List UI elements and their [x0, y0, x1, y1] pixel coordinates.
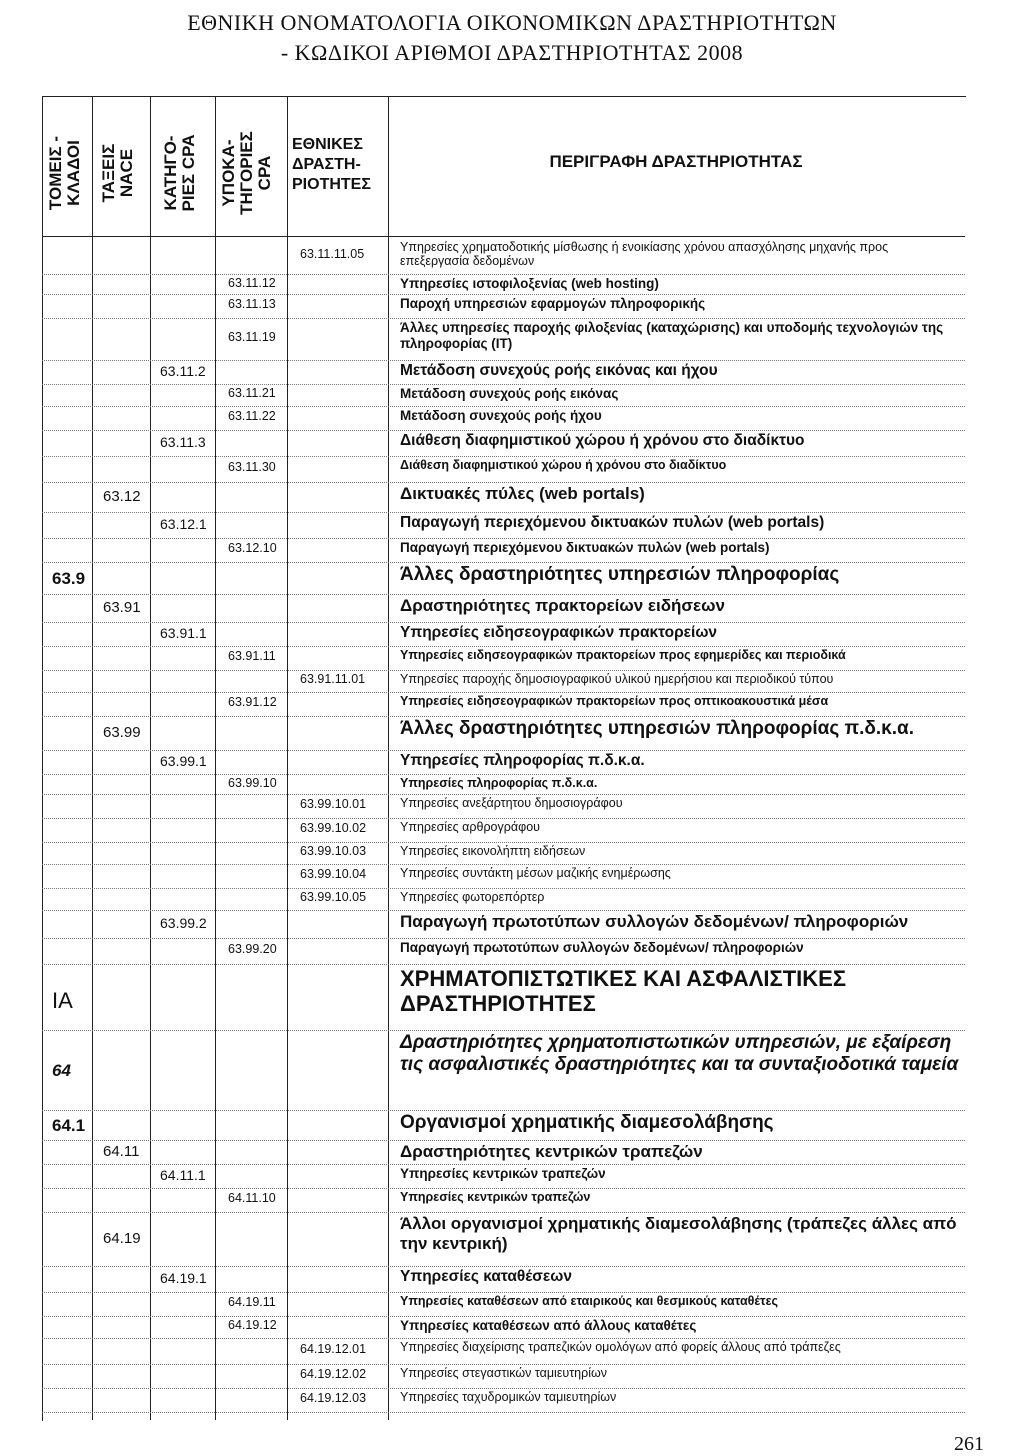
table-row	[42, 594, 965, 623]
table-row	[42, 1188, 965, 1213]
table-row	[42, 1030, 965, 1111]
activity-description: Υπηρεσίες ανεξάρτητου δημοσιογράφου	[400, 796, 623, 810]
activity-description: Υπηρεσίες συντάκτη μέσων μαζικής ενημέρωσης	[400, 866, 671, 880]
table-row	[42, 482, 965, 513]
activity-code: 63.11.19	[228, 330, 276, 344]
activity-code: 63.99.20	[228, 942, 277, 956]
activity-description: Μετάδοση συνεχούς ροής εικόνας	[400, 386, 619, 401]
activity-description: Παραγωγή περιεχόμενου δικτυακών πυλών (web portals)	[400, 540, 770, 555]
activity-description: Υπηρεσίες πληροφορίας π.δ.κ.α.	[400, 752, 645, 769]
activity-code: 63.11.30	[228, 460, 276, 474]
table-row	[42, 538, 965, 563]
activity-description: Υπηρεσίες κεντρικών τραπεζών	[400, 1190, 591, 1204]
activity-code: 63.99.10.03	[300, 844, 367, 858]
activity-description: Παραγωγή πρωτοτύπων συλλογών δεδομένων/ πληροφοριών	[400, 940, 804, 955]
header-separator	[42, 236, 965, 237]
table-row	[42, 670, 965, 693]
table-row	[42, 318, 965, 361]
table-row	[42, 716, 965, 751]
table-row	[42, 646, 965, 671]
activity-code: 64.1	[52, 1116, 86, 1135]
page-number: 261	[954, 1433, 984, 1455]
activity-description: Δραστηριότητες πρακτορείων ειδήσεων	[400, 596, 725, 615]
activity-description: Υπηρεσίες στεγαστικών ταμιευτηρίων	[400, 1366, 608, 1380]
activity-description: Μετάδοση συνεχούς ροής ήχου	[400, 408, 602, 423]
table-row	[42, 888, 965, 911]
table-row	[42, 1316, 965, 1339]
table-row	[42, 794, 965, 819]
activity-code: 64.19.12.03	[300, 1391, 367, 1405]
activity-code: 63.11.2	[160, 363, 206, 379]
activity-description: Άλλοι οργανισμοί χρηματικής διαμεσολάβησης (τράπεζες άλλες από την κεντρική)	[400, 1214, 957, 1253]
activity-code: 63.9	[52, 569, 86, 588]
table-row	[42, 692, 965, 717]
table-row	[42, 818, 965, 843]
document-title: ΕΘΝΙΚΗ ΟΝΟΜΑΤΟΛΟΓΙΑ ΟΙΚΟΝΟΜΙΚΩΝ ΔΡΑΣΤΗΡΙΟΤΗΤΩΝ	[187, 10, 837, 35]
activity-description: Υπηρεσίες καταθέσεων από εταιρικούς και θεσμικούς καταθέτες	[400, 1294, 779, 1308]
activity-description: Υπηρεσίες κεντρικών τραπεζών	[400, 1166, 606, 1181]
activity-description: Παραγωγή πρωτοτύπων συλλογών δεδομένων/ πληροφοριών	[400, 912, 909, 931]
table-row	[42, 750, 965, 775]
activity-code: 63.99.10.04	[300, 867, 367, 881]
table-row	[42, 1140, 965, 1165]
table-row	[42, 1364, 965, 1389]
table-row	[42, 1292, 965, 1317]
activity-description: Υπηρεσίες εικονολήπτη ειδήσεων	[400, 844, 586, 858]
activity-description: Υπηρεσίες ειδησεογραφικών πρακτορείων προς εφημερίδες και περιοδικά	[400, 648, 846, 662]
column-header-subcategories: ΥΠΟΚΑ- ΤΗΓΟΡΙΕΣ CPA	[219, 131, 274, 215]
activity-code: 63.91.1	[160, 625, 207, 641]
activity-description: Υπηρεσίες φωτορεπόρτερ	[400, 890, 545, 904]
activity-code: 63.12	[103, 488, 141, 505]
document-subtitle: - ΚΩΔΙΚΟΙ ΑΡΙΘΜΟΙ ΔΡΑΣΤΗΡΙΟΤΗΤΑΣ 2008	[280, 40, 744, 65]
table-row	[42, 622, 965, 647]
activity-description: Υπηρεσίες αρθρογράφου	[400, 820, 540, 834]
activity-code: 64.19.11	[228, 1295, 276, 1309]
activity-description: Υπηρεσίες διαχείρισης τραπεζικών ομολόγων από φορείς άλλους από τράπεζες	[400, 1340, 841, 1354]
table-row	[42, 294, 965, 319]
activity-code: 63.91.11.01	[300, 672, 366, 686]
activity-description: Υπηρεσίες ειδησεογραφικών πρακτορείων προς οπτικοακουστικά μέσα	[400, 694, 829, 708]
table-row	[42, 864, 965, 889]
activity-code: 63.11.22	[228, 409, 276, 423]
activity-code: 64.11.1	[160, 1167, 206, 1183]
activity-code: 63.99.10.02	[300, 821, 367, 835]
activity-description: Υπηρεσίες ταχυδρομικών ταμιευτηρίων	[400, 1390, 617, 1404]
activity-code: 63.11.12	[228, 276, 276, 290]
activity-description: Άλλες δραστηριότητες υπηρεσιών πληροφορίας π.δ.κ.α.	[400, 718, 914, 739]
column-header-categories: ΚΑΤΗΓΟ- ΡΙΕΣ CPA	[161, 134, 198, 212]
activity-description: Μετάδοση συνεχούς ροής εικόνας και ήχου	[400, 362, 718, 379]
activity-code: 63.99.1	[160, 753, 207, 769]
activity-code: 64.19.12	[228, 1318, 277, 1332]
table-row	[42, 430, 965, 457]
table-row	[42, 774, 965, 795]
activity-code: 64.19.12.01	[300, 1342, 367, 1356]
activity-code: 64.19.1	[160, 1270, 207, 1286]
activity-code: 63.91.11	[228, 649, 276, 663]
activity-description: Υπηρεσίες ειδησεογραφικών πρακτορείων	[400, 624, 718, 641]
activity-description: Υπηρεσίες καταθέσεων	[400, 1268, 572, 1285]
activity-code: 64	[52, 1061, 71, 1080]
table-row	[42, 406, 965, 431]
table-row	[42, 512, 965, 539]
activity-description: Υπηρεσίες χρηματοδοτικής μίσθωσης ή ενοικίασης χρόνου απασχόλησης μηχανής προς επεξεργασία δεδομένων	[400, 240, 889, 269]
table-row	[42, 1212, 965, 1267]
column-header-description: ΠΕΡΙΓΡΑΦΗ ΔΡΑΣΤΗΡΙΟΤΗΤΑΣ	[549, 152, 803, 171]
activity-code: 63.11.11.05	[300, 247, 365, 261]
activity-description: Διάθεση διαφημιστικού χώρου ή χρόνου στο διαδίκτυο	[400, 458, 727, 472]
table-row	[42, 562, 965, 595]
table-row	[42, 910, 965, 939]
activity-description: Υπηρεσίες πληροφορίας π.δ.κ.α.	[400, 776, 598, 790]
activity-code: 63.11.21	[228, 386, 276, 400]
table-row	[42, 1388, 965, 1413]
activity-description: Παροχή υπηρεσιών εφαρμογών πληροφορικής	[400, 296, 706, 311]
activity-code: 63.99.10.05	[300, 890, 367, 904]
activity-code: 63.99.10.01	[300, 797, 367, 811]
activity-description: Οργανισμοί χρηματικής διαμεσολάβησης	[400, 1112, 774, 1133]
activity-description: Άλλες υπηρεσίες παροχής φιλοξενίας (καταχώρισης) και υποδομής τεχνολογιών της πληροφορίας (IT)	[400, 320, 944, 351]
activity-code: 64.19.12.02	[300, 1367, 367, 1381]
table-row	[42, 1110, 965, 1141]
activity-code: 63.99.2	[160, 915, 207, 931]
table-row	[42, 456, 965, 483]
activity-code: ΙΑ	[52, 988, 73, 1013]
activity-description: Υπηρεσίες καταθέσεων από άλλους καταθέτες	[400, 1318, 697, 1333]
table-row	[42, 1266, 965, 1293]
activity-code: 63.12.10	[228, 541, 277, 555]
activity-description: Άλλες δραστηριότητες υπηρεσιών πληροφορίας	[400, 564, 840, 585]
table-row	[42, 274, 965, 295]
activity-description: Δικτυακές πύλες (web portals)	[400, 484, 645, 503]
activity-code: 63.11.13	[228, 297, 276, 311]
activity-code: 63.91	[103, 599, 141, 616]
table-row	[42, 842, 965, 865]
activity-description: Παραγωγή περιεχόμενου δικτυακών πυλών (web portals)	[400, 514, 825, 531]
activity-description: Δραστηριότητες χρηματοπιστωτικών υπηρεσιών, με εξαίρεση τις ασφαλιστικές δραστηριότητες και τα συνταξιοδοτικά ταμεία	[400, 1032, 959, 1075]
activity-description: Δραστηριότητες κεντρικών τραπεζών	[400, 1142, 703, 1161]
activity-description: ΧΡΗΜΑΤΟΠΙΣΤΩΤΙΚΕΣ ΚΑΙ ΑΣΦΑΛΙΣΤΙΚΕΣ ΔΡΑΣΤΗΡΙΟΤΗΤΕΣ	[400, 966, 847, 1017]
table-row	[42, 1338, 965, 1365]
activity-code: 64.11	[103, 1143, 140, 1160]
column-header-national: ΕΘΝΙΚΕΣ ΔΡΑΣΤΗ- ΡΙΟΤΗΤΕΣ	[292, 136, 371, 193]
column-header-sectors: ΤΟΜΕΙΣ - ΚΛΑΔΟΙ	[46, 135, 83, 211]
table-row	[42, 384, 965, 407]
column-header-classes: ΤΑΞΕΙΣ NACE	[99, 143, 136, 203]
table-row	[42, 964, 965, 1031]
table-row	[42, 1164, 965, 1189]
activity-code: 64.19	[103, 1230, 141, 1247]
activity-code: 63.99	[103, 724, 141, 741]
activity-code: 64.11.10	[228, 1191, 276, 1205]
activity-description: Υπηρεσίες ιστοφιλοξενίας (web hosting)	[400, 276, 659, 291]
activity-code: 63.91.12	[228, 695, 277, 709]
activity-code: 63.12.1	[160, 516, 207, 532]
activity-code: 63.99.10	[228, 776, 277, 790]
activity-description: Υπηρεσίες παροχής δημοσιογραφικού υλικού ημερήσιου και περιοδικού τύπου	[400, 672, 834, 686]
table-row	[42, 360, 965, 385]
activity-code: 63.11.3	[160, 434, 206, 450]
table-row	[42, 238, 965, 275]
table-row	[42, 938, 965, 965]
activity-description: Διάθεση διαφημιστικού χώρου ή χρόνου στο διαδίκτυο	[400, 432, 805, 449]
